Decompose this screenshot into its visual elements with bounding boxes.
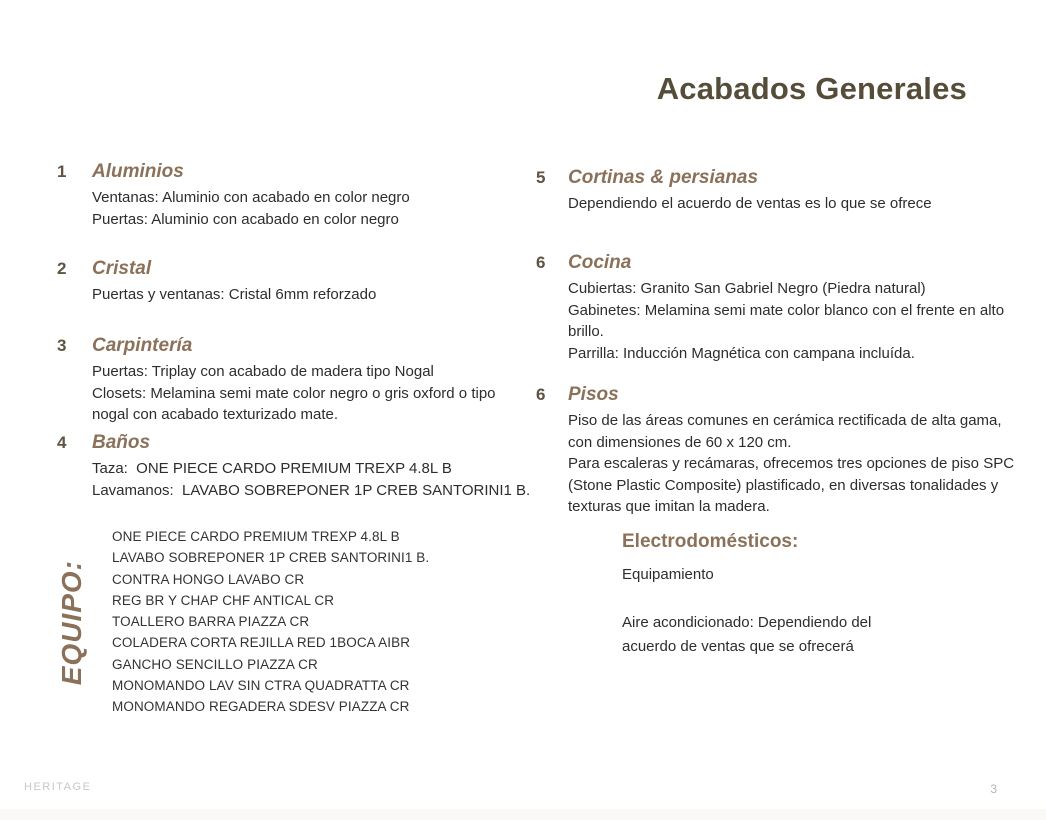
section-cocina [536,251,1026,364]
section-text-line: Gabinetes: Melamina semi mate color blanco con el frente en alto brillo. [568,301,1009,340]
section-title: Carpintería [92,335,193,356]
section-number: 2 [57,259,67,278]
equipo-list-item: LAVABO SOBREPONER 1P CREB SANTORINI1 B. [112,550,430,566]
section-title: Aluminios [92,161,184,182]
section-text-line: Lavamanos: LAVABO SOBREPONER 1P CREB SANTORINI1 B. [92,481,531,499]
section-text-line: Dependiendo el acuerdo de ventas es lo que se ofrece [568,195,932,212]
equipo-list-item: MONOMANDO LAV SIN CTRA QUADRATTA CR [112,678,410,694]
section-text-line: Taza: ONE PIECE CARDO PREMIUM TREXP 4.8L B [92,460,452,477]
section-text-line: Cubiertas: Granito San Gabriel Negro (Piedra natural) [568,280,926,297]
equipo-list-item: ONE PIECE CARDO PREMIUM TREXP 4.8L B [112,529,400,544]
footer-brand: HERITAGE [24,781,92,793]
section-pisos [536,383,1036,518]
equipo-label: EQUIPO: [56,560,87,686]
section-number: 1 [57,162,67,181]
equipo-list-item: MONOMANDO REGADERA SDESV PIAZZA CR [112,699,410,715]
equipo-list [112,526,532,718]
section-number: 6 [536,385,546,404]
equipo-list-item: REG BR Y CHAP CHF ANTICAL CR [112,592,335,608]
section-number: 4 [57,433,67,452]
section-title: Cortinas & persianas [568,167,759,188]
section-carpinteria [57,334,535,426]
equipo-list-item: TOALLERO BARRA PIAZZA CR [112,614,310,630]
section-title: Pisos [568,384,619,405]
section-banos [57,431,535,501]
section-number: 3 [57,336,67,355]
section-cristal [57,257,535,306]
section-text-line: Puertas y ventanas: Cristal 6mm reforzado [92,286,377,303]
section-title: Cocina [568,252,632,273]
section-text-line: Para escaleras y recámaras, ofrecemos tres opciones de piso SPC (Stone Plastic Composite) plastificado, en diversas tonalidades y texturas que imitan la madera. [568,455,1019,515]
electrodomesticos-title: Electrodomésticos: [622,531,799,552]
equipo-label-rotated [50,533,94,713]
equipo-list-item: GANCHO SENCILLO PIAZZA CR [112,656,318,672]
section-text-line: Ventanas: Aluminio con acabado en color negro [92,189,410,206]
section-number: 6 [536,253,546,272]
section-text-line: Puertas: Aluminio con acabado en color negro [92,210,399,228]
section-cortinas-persianas [536,166,1026,215]
footer-strip [0,809,1046,820]
footer-page-number: 3 [990,782,997,796]
section-number: 5 [536,168,546,187]
section-aluminios [57,160,535,230]
electrodomesticos-note: Aire acondicionado: Dependiendo del acuerdo de ventas que se ofrecerá [622,614,876,655]
section-text-line: Piso de las áreas comunes en cerámica rectificada de alta gama, con dimensiones de 60 x 120 cm. [568,412,1006,451]
section-text-line: Closets: Melamina semi mate color negro o gris oxford o tipo nogal con acabado texturizado mate. [92,384,500,423]
section-title: Cristal [92,258,152,279]
page-title: Acabados Generales [656,71,967,106]
section-text-line: Parrilla: Inducción Magnética con campana incluída. [568,344,915,362]
equipo-list-item: COLADERA CORTA REJILLA RED 1BOCA AIBR [112,635,411,651]
section-text-line: Puertas: Triplay con acabado de madera tipo Nogal [92,363,434,380]
electrodomesticos-block [622,531,902,659]
electrodomesticos-subtitle: Equipamiento [622,566,714,583]
equipo-list-item: CONTRA HONGO LAVABO CR [112,571,305,587]
section-title: Baños [92,432,151,453]
